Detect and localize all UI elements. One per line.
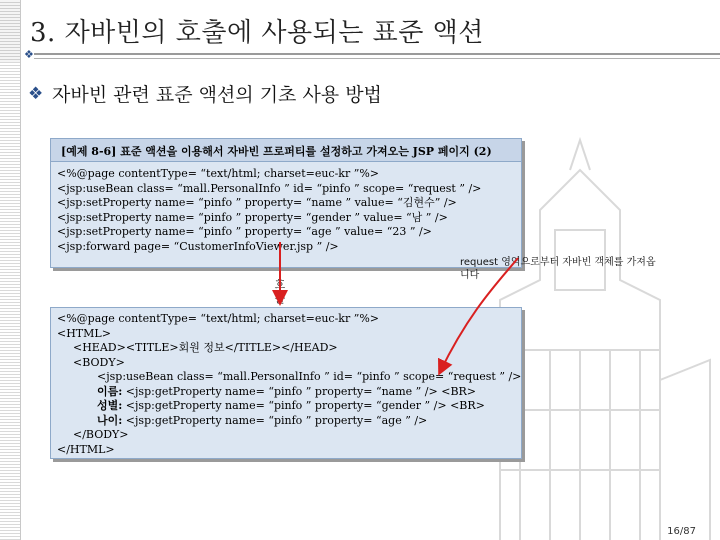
field-code: <jsp:getProperty name= “pinfo ” property= “gender ” /> <BR> — [122, 399, 485, 412]
code-line: </HTML> — [57, 442, 115, 456]
field-code: <jsp:getProperty name= “pinfo ” property= “name ” /> <BR> — [122, 384, 477, 398]
field-row-name — [57, 385, 521, 400]
code-line: <BODY> — [73, 355, 125, 369]
example-code-box-1 — [50, 138, 522, 268]
callout-note: request 영역으로부터 자바빈 객체를 가져옵니다 — [460, 257, 656, 281]
diamond-bullet-icon: ❖ — [24, 48, 34, 61]
code-block-1 — [57, 167, 481, 254]
example-heading-bar — [51, 139, 521, 162]
example-heading: [예제 8-6] 표준 액션을 이용해서 자바빈 프로퍼티를 설정하고 가져오는 JSP 페이지 (2) — [61, 145, 492, 158]
code-line: </BODY> — [73, 428, 129, 441]
field-label: 나이: — [97, 413, 123, 427]
code-line: <%@page contentType= “text/html; charset=euc-kr ”%> — [57, 312, 380, 325]
checkmark-bullet-icon: ❖ — [28, 84, 44, 104]
left-rail-top — [0, 0, 20, 62]
page-number: 16/87 — [667, 526, 696, 537]
example-code-box-2 — [50, 307, 522, 459]
code-line: <jsp:setProperty name= “pinfo ” property= “gender ” value= “남 ” /> — [57, 210, 448, 224]
code-line: <jsp:setProperty name= “pinfo ” property= “name ” value= “김현수” /> — [57, 196, 457, 209]
left-striped-rail — [0, 0, 21, 540]
call-label: 호출 — [274, 278, 286, 305]
code-line: <jsp:forward page= “CustomerInfoViewer.jsp ” /> — [57, 239, 339, 253]
slide-subtitle: 자바빈 관련 표준 액션의 기초 사용 방법 — [52, 84, 382, 106]
code-line: <jsp:useBean class= “mall.PersonalInfo ” id= “pinfo ” scope= “request ” /> — [97, 370, 522, 383]
code-line: <HTML> — [57, 326, 111, 340]
field-code: <jsp:getProperty name= “pinfo ” property= “age ” /> — [122, 413, 428, 427]
code-line: <HEAD><TITLE>회원 정보</TITLE></HEAD> — [73, 341, 338, 354]
field-label: 성별: — [97, 399, 123, 412]
field-row-age — [57, 414, 521, 429]
code-block-2 — [57, 312, 521, 457]
code-line: <jsp:useBean class= “mall.PersonalInfo ” id= “pinfo ” scope= “request ” /> — [57, 181, 482, 195]
code-line: <%@page contentType= “text/html; charset=euc-kr ”%> — [57, 167, 380, 180]
title-rule — [24, 53, 720, 55]
title-rule-thin — [24, 58, 720, 59]
field-label: 이름: — [97, 384, 123, 398]
code-line: <jsp:setProperty name= “pinfo ” property= “age ” value= “23 ” /> — [57, 225, 432, 238]
slide-title: 3. 자바빈의 호출에 사용되는 표준 액션 — [30, 18, 484, 48]
field-row-gender — [57, 399, 521, 414]
